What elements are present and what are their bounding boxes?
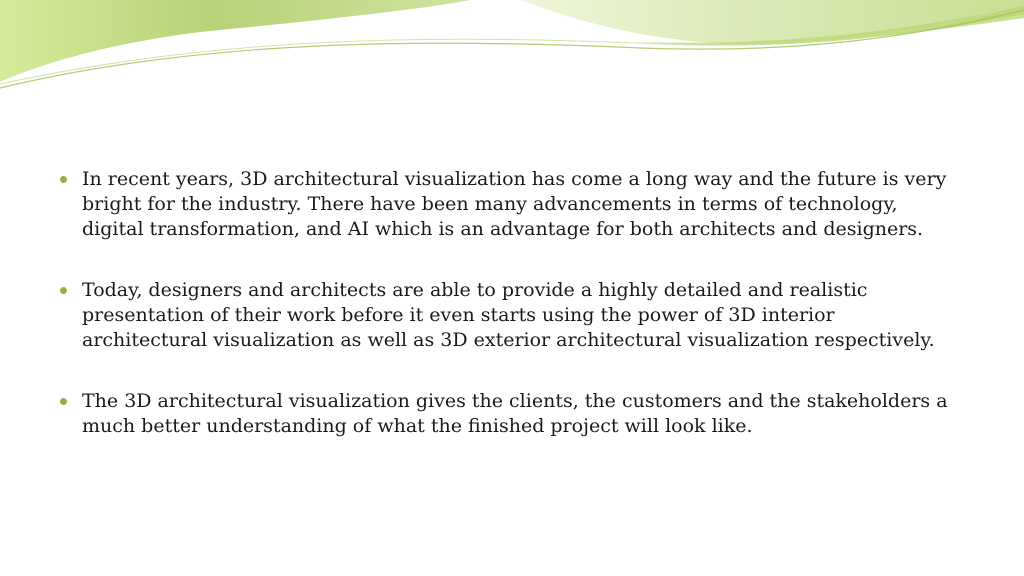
bullet-text: Today, designers and architects are able to provide a highly detailed and realistic presentation of their work before it even starts using the power of 3D interior architectural visualization as well as 3D exterior architectural visualization respectively. [82, 279, 935, 351]
bullet-text: The 3D architectural visualization gives the clients, the customers and the stakeholders a much better understanding of what the finished project will look like. [82, 390, 948, 437]
bullet-item [58, 167, 958, 242]
bullet-item [58, 389, 958, 439]
bullet-dot-icon [60, 398, 67, 405]
bullet-text: In recent years, 3D architectural visualization has come a long way and the future is very bright for the industry. There have been many advancements in terms of technology, digital transformation, and AI which is an advantage for both architects and designers. [82, 168, 947, 240]
slide-body [58, 167, 958, 475]
decorative-wave-header [0, 0, 1024, 100]
bullet-item [58, 278, 958, 353]
bullet-dot-icon [60, 176, 67, 183]
bullet-dot-icon [60, 287, 67, 294]
bullet-list [58, 167, 958, 439]
